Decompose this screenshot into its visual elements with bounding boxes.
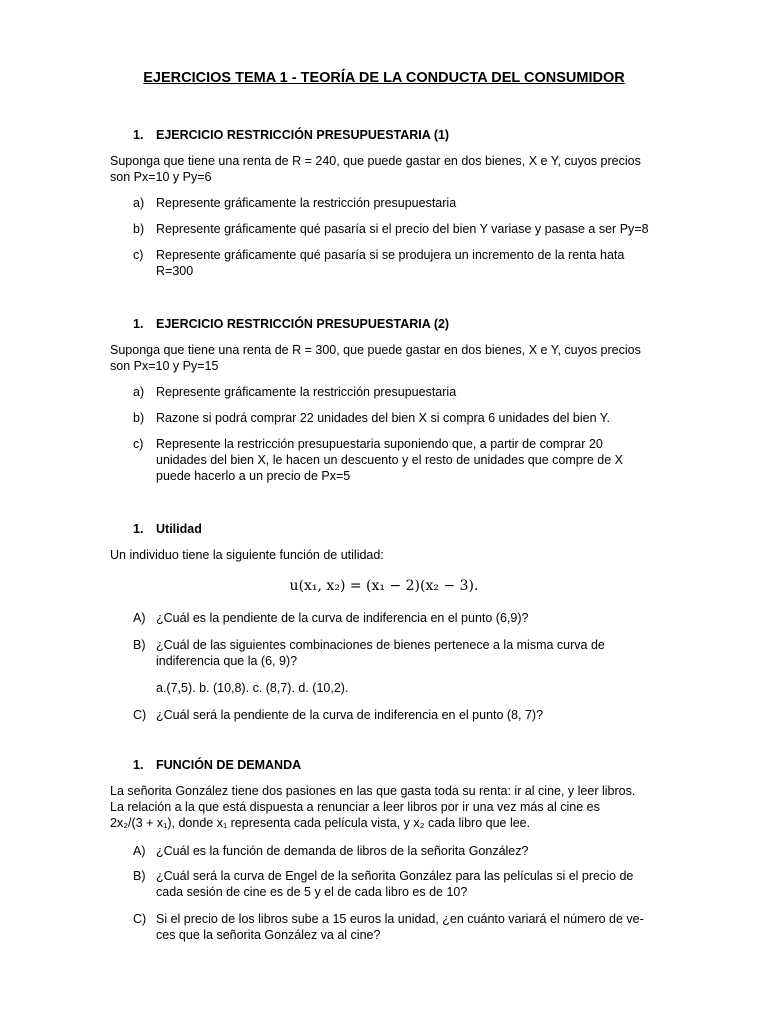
section-heading-demand: 1. FUNCIÓN DE DEMANDA: [133, 758, 302, 772]
answer-options: a.(7,5). b. (10,8). c. (8,7). d. (10,2).: [156, 681, 349, 695]
list-item: c) Represente gráficamente qué pasaría si se produjera un incremento de la renta hata R=300: [133, 248, 625, 278]
document-title: EJERCICIOS TEMA 1 - TEORÍA DE LA CONDUCTA DEL CONSUMIDOR: [143, 70, 625, 86]
section-heading-budget-1: 1. EJERCICIO RESTRICCIÓN PRESUPUESTARIA (1): [133, 128, 450, 142]
list-item: a) Represente gráficamente la restricción presupuestaria: [133, 196, 457, 210]
section-intro: Un individuo tiene la siguiente función de utilidad:: [110, 548, 384, 562]
list-item: b) Razone si podrá comprar 22 unidades del bien X si compra 6 unidades del bien Y.: [133, 411, 610, 425]
list-item: a) Represente gráficamente la restricción presupuestaria: [133, 385, 457, 399]
section-intro: Suponga que tiene una renta de R = 240, que puede gastar en dos bienes, X e Y, cuyos precios son Px=10 y Py=6: [110, 154, 641, 184]
list-item: c) Represente la restricción presupuestaria suponiendo que, a partir de comprar 20 unidades del bien X, le hacen un descuento y el resto de unidades que compre de X puede hacerlo a un precio de Px=5: [133, 437, 623, 483]
list-item: A) ¿Cuál es la función de demanda de libros de la señorita González?: [133, 844, 529, 858]
section-heading-budget-2: 1. EJERCICIO RESTRICCIÓN PRESUPUESTARIA (2): [133, 317, 450, 331]
list-item: C) ¿Cuál será la pendiente de la curva de indiferencia en el punto (8, 7)?: [133, 708, 544, 722]
section-heading-utility: 1. Utilidad: [133, 522, 202, 536]
list-item: A) ¿Cuál es la pendiente de la curva de indiferencia en el punto (6,9)?: [133, 611, 529, 625]
utility-formula: u(x₁, x₂) = (x₁ − 2)(x₂ − 3).: [289, 578, 479, 594]
list-item: B) ¿Cuál será la curva de Engel de la señorita González para las películas si el precio de cada sesión de cine es de 5 y el de cada libro es de 10?: [133, 869, 634, 899]
section-intro: La señorita González tiene dos pasiones en las que gasta toda su renta: ir al cine, y leer libros. La relación a la que está dispuesta a renunciar a leer libros por ir una vez más al cine es 2x₂/(3 + x₁), donde x₁ representa cada película vista, y x₂ cada libro que lee.: [110, 784, 636, 830]
list-item: b) Represente gráficamente qué pasaría si el precio del bien Y variase y pasase a ser Py=8: [133, 222, 649, 236]
list-item: C) Si el precio de los libros sube a 15 euros la unidad, ¿en cuánto variará el número de ve- ces que la señorita González va al cine?: [133, 912, 644, 942]
list-item: B) ¿Cuál de las siguientes combinaciones de bienes pertenece a la misma curva de indiferencia que la (6, 9)?: [133, 638, 605, 668]
section-intro: Suponga que tiene una renta de R = 300, que puede gastar en dos bienes, X e Y, cuyos precios son Px=10 y Py=15: [110, 343, 641, 373]
